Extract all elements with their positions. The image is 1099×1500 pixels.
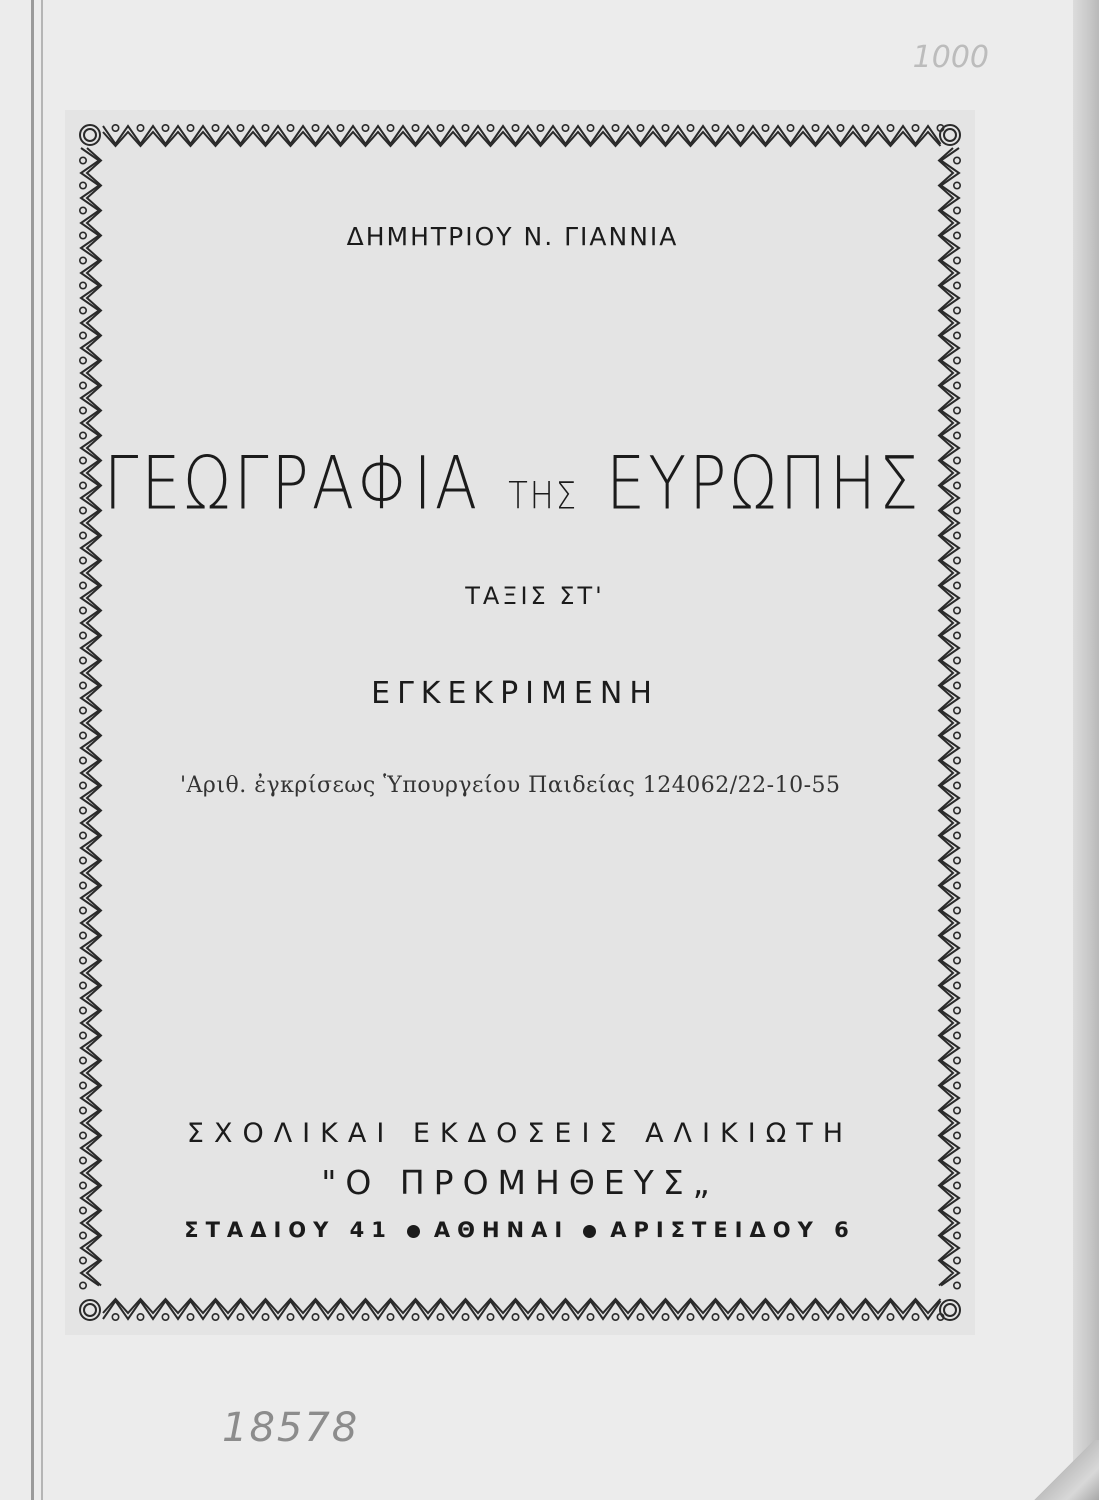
bullet-icon <box>583 1225 596 1238</box>
title-word-europe: ΕΥΡΩΠΗΣ <box>606 440 922 527</box>
book-title <box>0 440 1025 526</box>
page-curl <box>1029 1440 1099 1500</box>
class-level: ΤΑΞΙΣ ΣΤ' <box>465 582 605 610</box>
handwritten-inventory-number: 18578 <box>222 1405 360 1451</box>
approval-status: ΕΓΚΕΚΡΙΜΕΝΗ <box>371 676 659 711</box>
address-street-2: ΑΡΙΣΤΕΙΔΟΥ 6 <box>610 1218 856 1242</box>
title-word-of: ΤΗΣ <box>508 473 579 518</box>
approval-number: 'Αριθ. ἐγκρίσεως Ὑπουργείου Παιδείας 124062/22-10-55 <box>180 773 841 798</box>
page-edge <box>1073 0 1099 1500</box>
title-frame <box>65 110 975 1335</box>
handwritten-note-top: 1000 <box>912 40 989 75</box>
publisher-address <box>0 1218 1040 1242</box>
title-word-geography: ΓΕΩΓΡΑΦΙΑ <box>103 440 481 527</box>
bullet-icon <box>407 1225 420 1238</box>
publisher-name: "Ο ΠΡΟΜΗΘΕΥΣ„ <box>321 1163 719 1202</box>
publisher-series: ΣΧΟΛΙΚΑΙ ΕΚΔΟΣΕΙΣ ΑΛΙΚΙΩΤΗ <box>186 1118 854 1149</box>
address-street: ΣΤΑΔΙΟΥ 41 <box>184 1218 393 1242</box>
ornamental-border <box>65 110 975 1335</box>
address-city: ΑΘΗΝΑΙ <box>433 1218 570 1242</box>
author-name: ΔΗΜΗΤΡΙΟΥ Ν. ΓΙΑΝΝΙΑ <box>346 222 679 251</box>
